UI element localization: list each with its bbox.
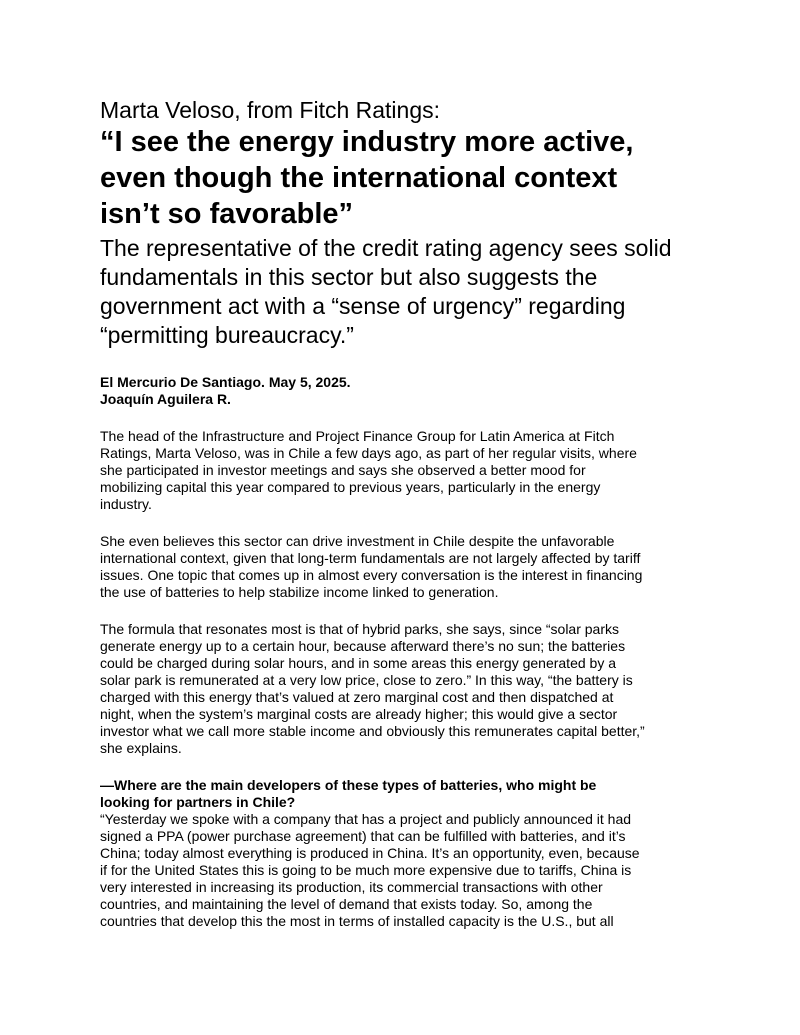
answer-line: “Yesterday we spoke with a company that has a project and publicly announced it had [100,811,632,827]
paragraph-line: international context, given that long-term fundamentals are not largely affected by tariff [100,550,641,566]
paragraph-line: Ratings, Marta Veloso, was in Chile a few days ago, as part of her regular visits, where [100,445,637,461]
article-headline [100,124,720,232]
article-source: El Mercurio De Santiago. May 5, 2025. [100,374,351,390]
question-line: looking for partners in Chile? [100,794,296,810]
paragraph-line: solar park is remunerated at a very low price, close to zero.” In this way, “the battery is [100,672,633,688]
byline [100,374,720,408]
paragraph-line: The formula that resonates most is that of hybrid parks, she says, since “solar parks [100,621,619,637]
article-kicker: Marta Veloso, from Fitch Ratings: [100,97,441,123]
paragraph-line: industry. [100,496,152,512]
paragraph-line: mobilizing capital this year compared to previous years, particularly in the energy [100,479,601,495]
paragraph-line: could be charged during solar hours, and in some areas this energy generated by a [100,655,616,671]
paragraph-line: generate energy up to a certain hour, because afterward there’s no sun; the batteries [100,638,626,654]
paragraph-line: she participated in investor meetings and says she observed a better mood for [100,462,586,478]
paragraph-line: issues. One topic that comes up in almost every conversation is the interest in financing [100,567,643,583]
article-subhead [100,234,720,350]
paragraph-line: the use of batteries to help stabilize income linked to generation. [100,584,499,600]
answer-line: very interested in increasing its production, its commercial transactions with other [100,879,603,895]
paragraph-line: night, when the system’s marginal costs are already higher; this would give a sector [100,706,618,722]
answer-line: countries that develop this the most in terms of installed capacity is the U.S., but all [100,913,614,929]
answer-line: countries, and maintaining the level of demand that exists today. So, among the [100,896,593,912]
paragraph-line: charged with this energy that’s valued at zero marginal cost and then dispatched at [100,689,614,705]
article [100,96,720,930]
paragraph-line: investor what we call more stable income and obviously this remunerates capital better,” [100,723,645,739]
headline-line: even though the international context [100,162,618,194]
article-author: Joaquín Aguilera R. [100,391,231,407]
subhead-line: The representative of the credit rating agency sees solid [100,235,672,261]
interview-question [100,777,720,811]
paragraph-line: She even believes this sector can drive investment in Chile despite the unfavorable [100,533,615,549]
subhead-line: “permitting bureaucracy.” [100,322,354,348]
paragraph-line: The head of the Infrastructure and Project Finance Group for Latin America at Fitch [100,428,615,444]
paragraph [100,533,720,601]
question-line: —Where are the main developers of these types of batteries, who might be [100,777,597,793]
interview-answer [100,811,720,930]
answer-line: signed a PPA (power purchase agreement) that can be fulfilled with batteries, and it’s [100,828,626,844]
paragraph [100,621,720,757]
subhead-line: government act with a “sense of urgency” regarding [100,293,626,319]
answer-line: if for the United States this is going to be much more expensive due to tariffs, China is [100,862,632,878]
headline-line: “I see the energy industry more active, [100,126,634,158]
answer-line: China; today almost everything is produced in China. It’s an opportunity, even, because [100,845,640,861]
paragraph [100,428,720,513]
paragraph-line: she explains. [100,740,182,756]
headline-line: isn’t so favorable” [100,198,354,230]
subhead-line: fundamentals in this sector but also suggests the [100,264,598,290]
